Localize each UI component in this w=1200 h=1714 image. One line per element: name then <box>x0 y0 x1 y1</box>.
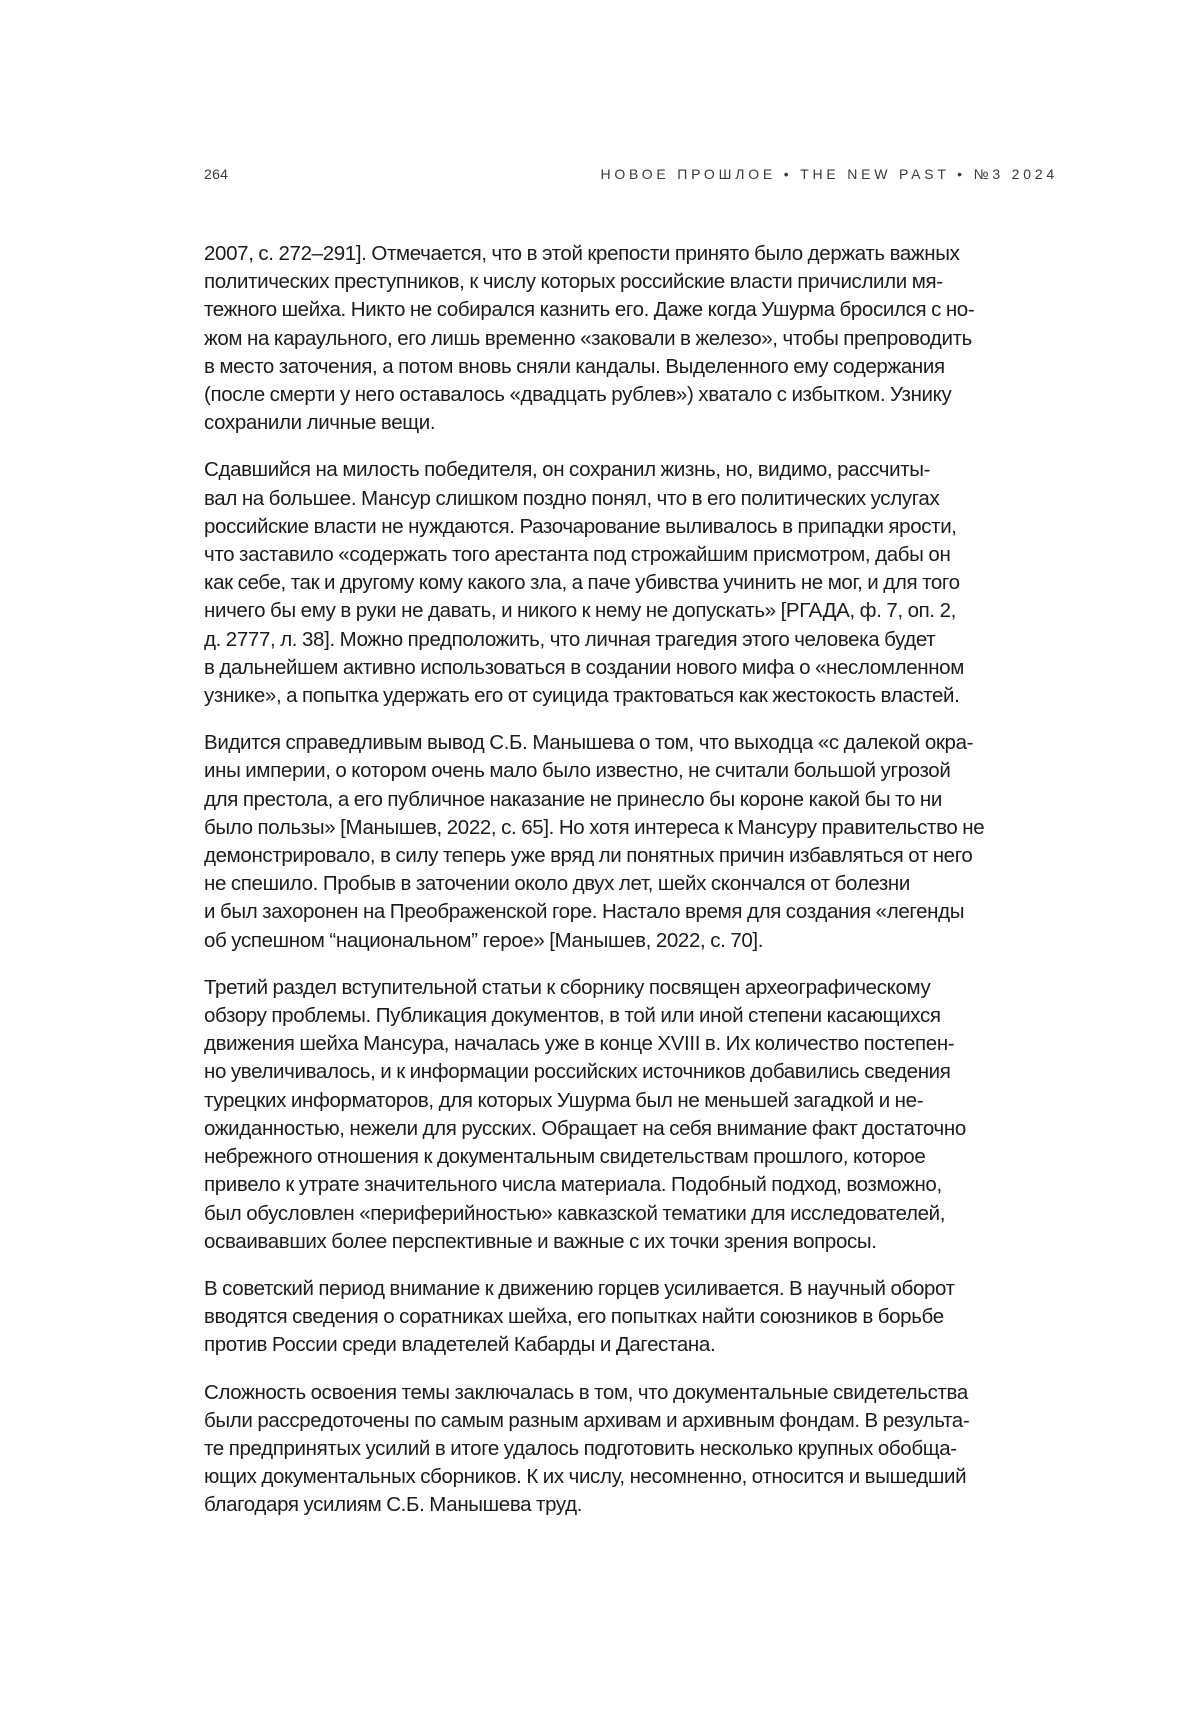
paragraph-2: Сдавшийся на милость победителя, он сохранил жизнь, но, видимо, рассчиты- вал на большее. Мансур слишком поздно понял, что в его политических услугах российские власти не нуждаются. Разочарование выливалось в припадки ярости, что заставило «содержать того арестанта под строжайшим присмотром, дабы он как себе, так и другому кому какого зла, а паче убивства учинить не мог, и для того ничего бы ему в руки не давать, и никого к нему не допускать» [РГАДА, ф. 7, оп. 2, д. 2777, л. 38]. Можно предположить, что личная трагедия этого человека будет в дальнейшем активно использоваться в создании нового мифа о «несломленном узнике», а попытка удержать его от суицида трактоваться как жестокость властей. <box>204 458 964 708</box>
paragraph-4: Третий раздел вступительной статьи к сборнику посвящен археографическому обзору проблемы. Публикация документов, в той или иной степени касающихся движения шейха Мансура, началась уже в конце XVIII в. Их количество постепен- но увеличивалось, и к информации российских источников добавились сведения турецких информаторов, для которых Ушурма был не меньшей загадкой и не- ожиданностью, нежели для русских. Обращает на себя внимание факт достаточно небрежного отношения к документальным свидетельствам прошлого, которое привело к утрате значительного числа материала. Подобный подход, возможно, был обусловлен «периферийностью» кавказской тематики для исследователей, осваивавших более перспективные и важные с их точки зрения вопросы. <box>204 975 966 1253</box>
journal-title: НОВОЕ ПРОШЛОЕ • THE NEW PAST • №3 2024 <box>600 166 1058 182</box>
paragraph-5: В советский период внимание к движению горцев усиливается. В научный оборот вводятся сведения о соратниках шейха, его попытках найти союзников в борьбе против России среди владетелей Кабарды и Дагестана. <box>204 1276 955 1357</box>
running-header <box>204 166 1058 190</box>
page-number: 264 <box>204 166 229 182</box>
paragraph-3: Видится справедливым вывод С.Б. Манышева о том, что выходца «с далекой окра- ины империи, о котором очень мало было известно, не считали большой угрозой для престола, а его публичное наказание не принесло бы короне какой бы то ни было пользы» [Манышев, 2022, с. 65]. Но хотя интереса к Мансуру правительство не демонстрировало, в силу теперь уже вряд ли понятных причин избавляться от него не спешило. Пробыв в заточении около двух лет, шейх скончался от болезни и был захоронен на Преображенской горе. Настало время для создания «легенды об успешном “национальном” герое» [Манышев, 2022, с. 70]. <box>204 731 985 952</box>
paragraph-1: 2007, с. 272–291]. Отмечается, что в этой крепости принято было держать важных политических преступников, к числу которых российские власти причислили мя- тежного шейха. Никто не собирался казнить его. Даже когда Ушурма бросился с но- жом на караульного, его лишь временно «заковали в железо», чтобы препроводить в место заточения, а потом вновь сняли кандалы. Выделенного ему содержания (после смерти у него оставалось «двадцать рублев») хватало с избытком. Узнику сохранили личные вещи. <box>204 242 975 435</box>
article-body <box>204 240 1058 1539</box>
paragraph-6: Сложность освоения темы заключалась в том, что документальные свидетельства были рассредоточены по самым разным архивам и архивным фондам. В результа- те предпринятых усилий в итоге удалось подготовить несколько крупных обобща- ющих документальных сборников. К их числу, несомненно, относится и вышедший благодаря усилиям С.Б. Манышева труд. <box>204 1380 970 1517</box>
